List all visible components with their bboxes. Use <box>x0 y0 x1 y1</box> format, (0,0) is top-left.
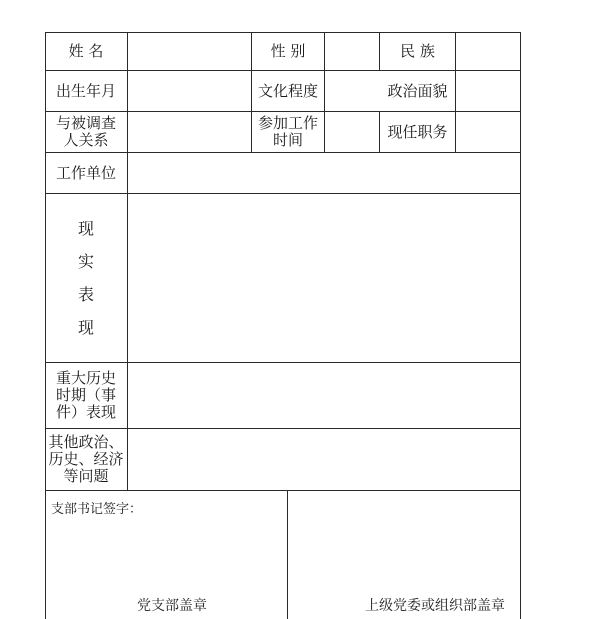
history-field[interactable] <box>128 363 520 428</box>
other-issues-label: 其他政治、 历史、经济 等问题 <box>48 433 124 485</box>
birth-label: 出生年月 <box>55 81 116 100</box>
performance-label-char-4: 现 <box>77 318 94 337</box>
ethnicity-field[interactable] <box>456 32 520 70</box>
current-position-field[interactable] <box>456 112 520 152</box>
gender-field[interactable] <box>325 32 379 70</box>
divider-signature <box>287 490 288 619</box>
border-right <box>520 32 521 619</box>
performance-label <box>45 216 127 338</box>
branch-stamp-label: 党支部盖章 <box>137 598 207 614</box>
performance-field[interactable] <box>128 194 520 362</box>
name-field[interactable] <box>128 32 251 70</box>
work-start-field[interactable] <box>325 112 379 152</box>
relation-label: 与被调查 人关系 <box>55 114 116 149</box>
superior-stamp-label: 上级党委或组织部盖章 <box>365 598 505 614</box>
performance-label-char-2: 实 <box>77 252 94 271</box>
political-status-label: 政治面貌 <box>387 81 448 100</box>
name-label: 姓 名 <box>68 41 104 60</box>
education-field[interactable] <box>325 71 379 111</box>
investigation-form <box>45 32 521 619</box>
employer-label: 工作单位 <box>55 163 116 182</box>
employer-field[interactable] <box>128 153 520 193</box>
political-status-field[interactable] <box>456 71 520 111</box>
performance-label-char-3: 表 <box>77 285 94 304</box>
other-issues-field[interactable] <box>128 429 520 490</box>
performance-label-char-1: 现 <box>77 219 94 238</box>
work-start-label: 参加工作 时间 <box>257 114 318 149</box>
education-label: 文化程度 <box>257 81 318 100</box>
relation-field[interactable] <box>128 112 251 152</box>
divider-row7 <box>45 490 521 491</box>
current-position-label: 现任职务 <box>387 122 448 141</box>
birth-field[interactable] <box>128 71 251 111</box>
gender-label: 性 别 <box>270 41 306 60</box>
history-label: 重大历史 时期（事 件）表现 <box>55 369 116 421</box>
ethnicity-label: 民 族 <box>400 41 435 60</box>
secretary-signature-label: 支部书记签字： <box>51 502 143 517</box>
